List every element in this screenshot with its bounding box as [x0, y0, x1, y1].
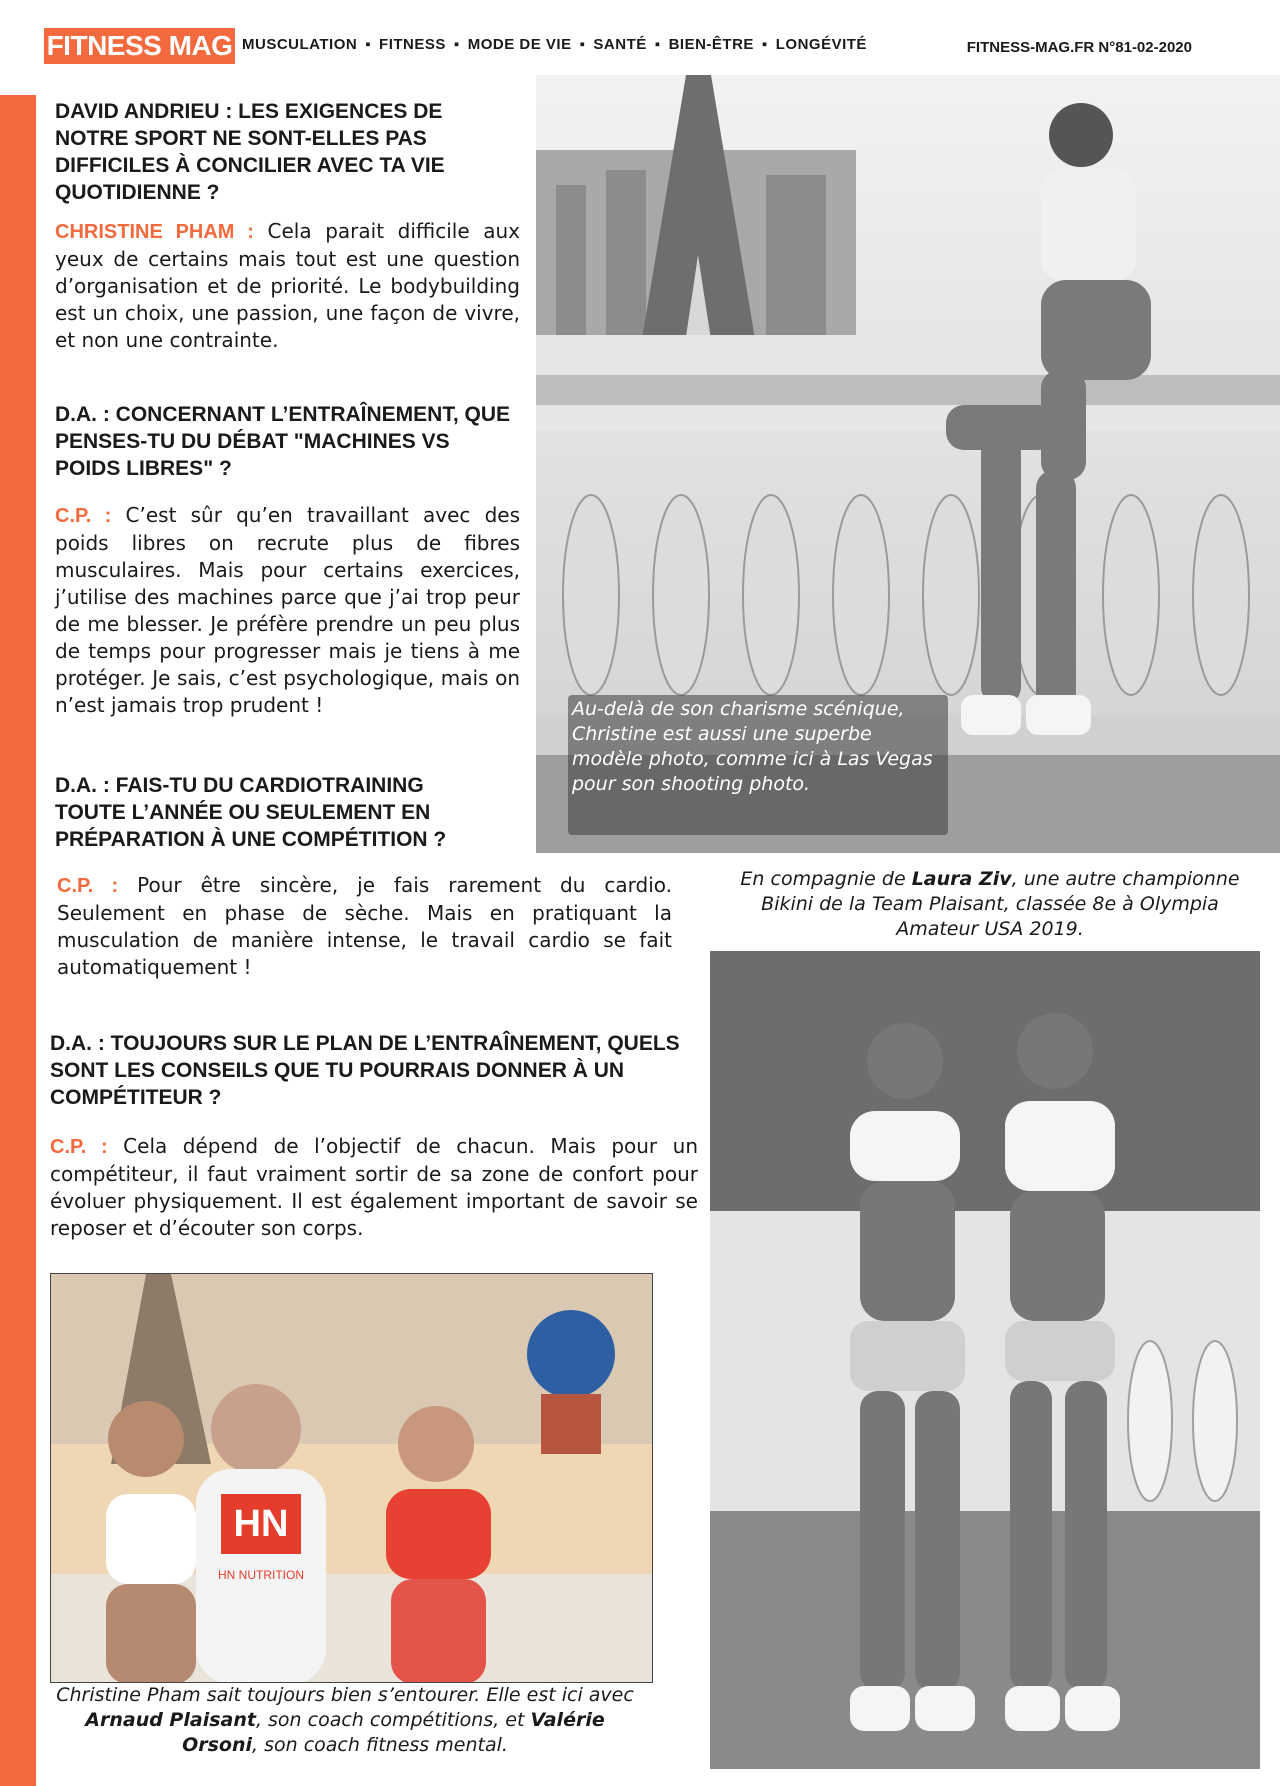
nav-item-bien-etre[interactable]: BIEN-ÊTRE [668, 36, 754, 53]
issue-label: FITNESS-MAG.FR N°81-02-2020 [966, 39, 1192, 56]
question-2: D.A. : CONCERNANT L’ENTRAÎNEMENT, QUE PENSES-TU DU DÉBAT "MACHINES VS POIDS LIBRES" ? [55, 403, 511, 480]
caption-text: , son coach fitness mental. [252, 1734, 508, 1756]
magazine-logo[interactable]: FITNESS MAG [44, 28, 235, 64]
answer-text: Cela dépend de l’objectif de chacun. Mais pour un compétiteur, il faut vraiment sortir de sa zone de confort pour évoluer physiquement. Il est également important de savoir se reposer et d’écouter son corps. [50, 1134, 698, 1240]
caption-text: En compagnie de [740, 868, 906, 890]
photo-caption-group [45, 1683, 645, 1758]
answer-speaker: C.P. : [57, 875, 119, 897]
nav-item-fitness[interactable]: FITNESS [379, 36, 446, 53]
caption-text: , son coach compétitions, et [255, 1709, 525, 1731]
photo-illustration [51, 1274, 653, 1683]
caption-name: Valérie Orsoni [182, 1709, 605, 1756]
nav-item-musculation[interactable]: MUSCULATION [242, 36, 358, 53]
answer-speaker: CHRISTINE PHAM : [55, 221, 254, 243]
answer-1 [55, 218, 520, 354]
shirt-brand-text: HN NUTRITION [218, 1568, 304, 1582]
photo-duo-models [710, 951, 1260, 1769]
answer-speaker: C.P. : [50, 1136, 108, 1158]
photo-illustration [710, 951, 1260, 1769]
accent-bar [0, 95, 36, 1786]
question-3: D.A. : FAIS-TU DU CARDIOTRAINING TOUTE L’ANNÉE OU SEULEMENT EN PRÉPARATION À UNE COMPÉTITION ? [55, 774, 447, 851]
answer-text: C’est sûr qu’en travaillant avec des poids libres on recrute plus de fibres musculaires. Mais pour certains exercices, j’utilise des machines parce que j’ai trop peur de me blesser. Je préfère prendre un peu plus de temps pour progresser mais je tiens à me protéger. Je sais, c’est psychologique, mais on n’est jamais trop prudent ! [55, 503, 521, 717]
nav-item-sante[interactable]: SANTÉ [593, 36, 647, 53]
answer-text: Pour être sincère, je fais rarement du cardio. Seulement en phase de sèche. Mais en pratiquant la musculation de manière intense, le travail cardio se fait automatiquement ! [57, 873, 672, 979]
answer-speaker: C.P. : [55, 505, 112, 527]
caption-name: Laura Ziv [911, 868, 1012, 890]
nav-separator: ▪ [579, 36, 586, 53]
nav-item-longevite[interactable]: LONGÉVITÉ [775, 36, 867, 53]
nav-separator: ▪ [365, 36, 372, 53]
nav-item-mode-de-vie[interactable]: MODE DE VIE [467, 36, 572, 53]
nav-separator: ▪ [654, 36, 661, 53]
question-1: DAVID ANDRIEU : LES EXIGENCES DE NOTRE SPORT NE SONT-ELLES PAS DIFFICILES À CONCILIER AVEC TA VIE QUOTIDIENNE ? [55, 100, 445, 204]
nav-separator: ▪ [453, 36, 460, 53]
question-4: D.A. : TOUJOURS SUR LE PLAN DE L’ENTRAÎNEMENT, QUELS SONT LES CONSEILS QUE TU POURRAIS DONNER À UN COMPÉTITEUR ? [50, 1032, 680, 1109]
caption-text: , une autre championne Bikini de la Team Plaisant, classée 8e à Olympia Amateur USA 2019. [761, 868, 1240, 940]
photo-caption-duo [740, 867, 1240, 942]
caption-name: Arnaud Plaisant [85, 1709, 256, 1731]
shirt-logo: HN [233, 1503, 289, 1545]
answer-2 [55, 502, 520, 719]
photo-caption-overlay: Au-delà de son charisme scénique, Christine est aussi une superbe modèle photo, comme ici à Las Vegas pour son shooting photo. [568, 695, 948, 835]
nav-separator: ▪ [761, 36, 768, 53]
caption-text: Christine Pham sait toujours bien s’entourer. Elle est ici avec [56, 1684, 634, 1706]
answer-4 [50, 1133, 698, 1242]
answer-text: Cela parait difficile aux yeux de certains mais tout est une question d’organisation et de priorité. Le bodybuilding est un choix, une passion, une façon de vivre, et non une contrainte. [55, 219, 520, 352]
answer-3 [57, 872, 672, 981]
section-nav [242, 36, 867, 53]
photo-group-coaches [50, 1273, 653, 1683]
